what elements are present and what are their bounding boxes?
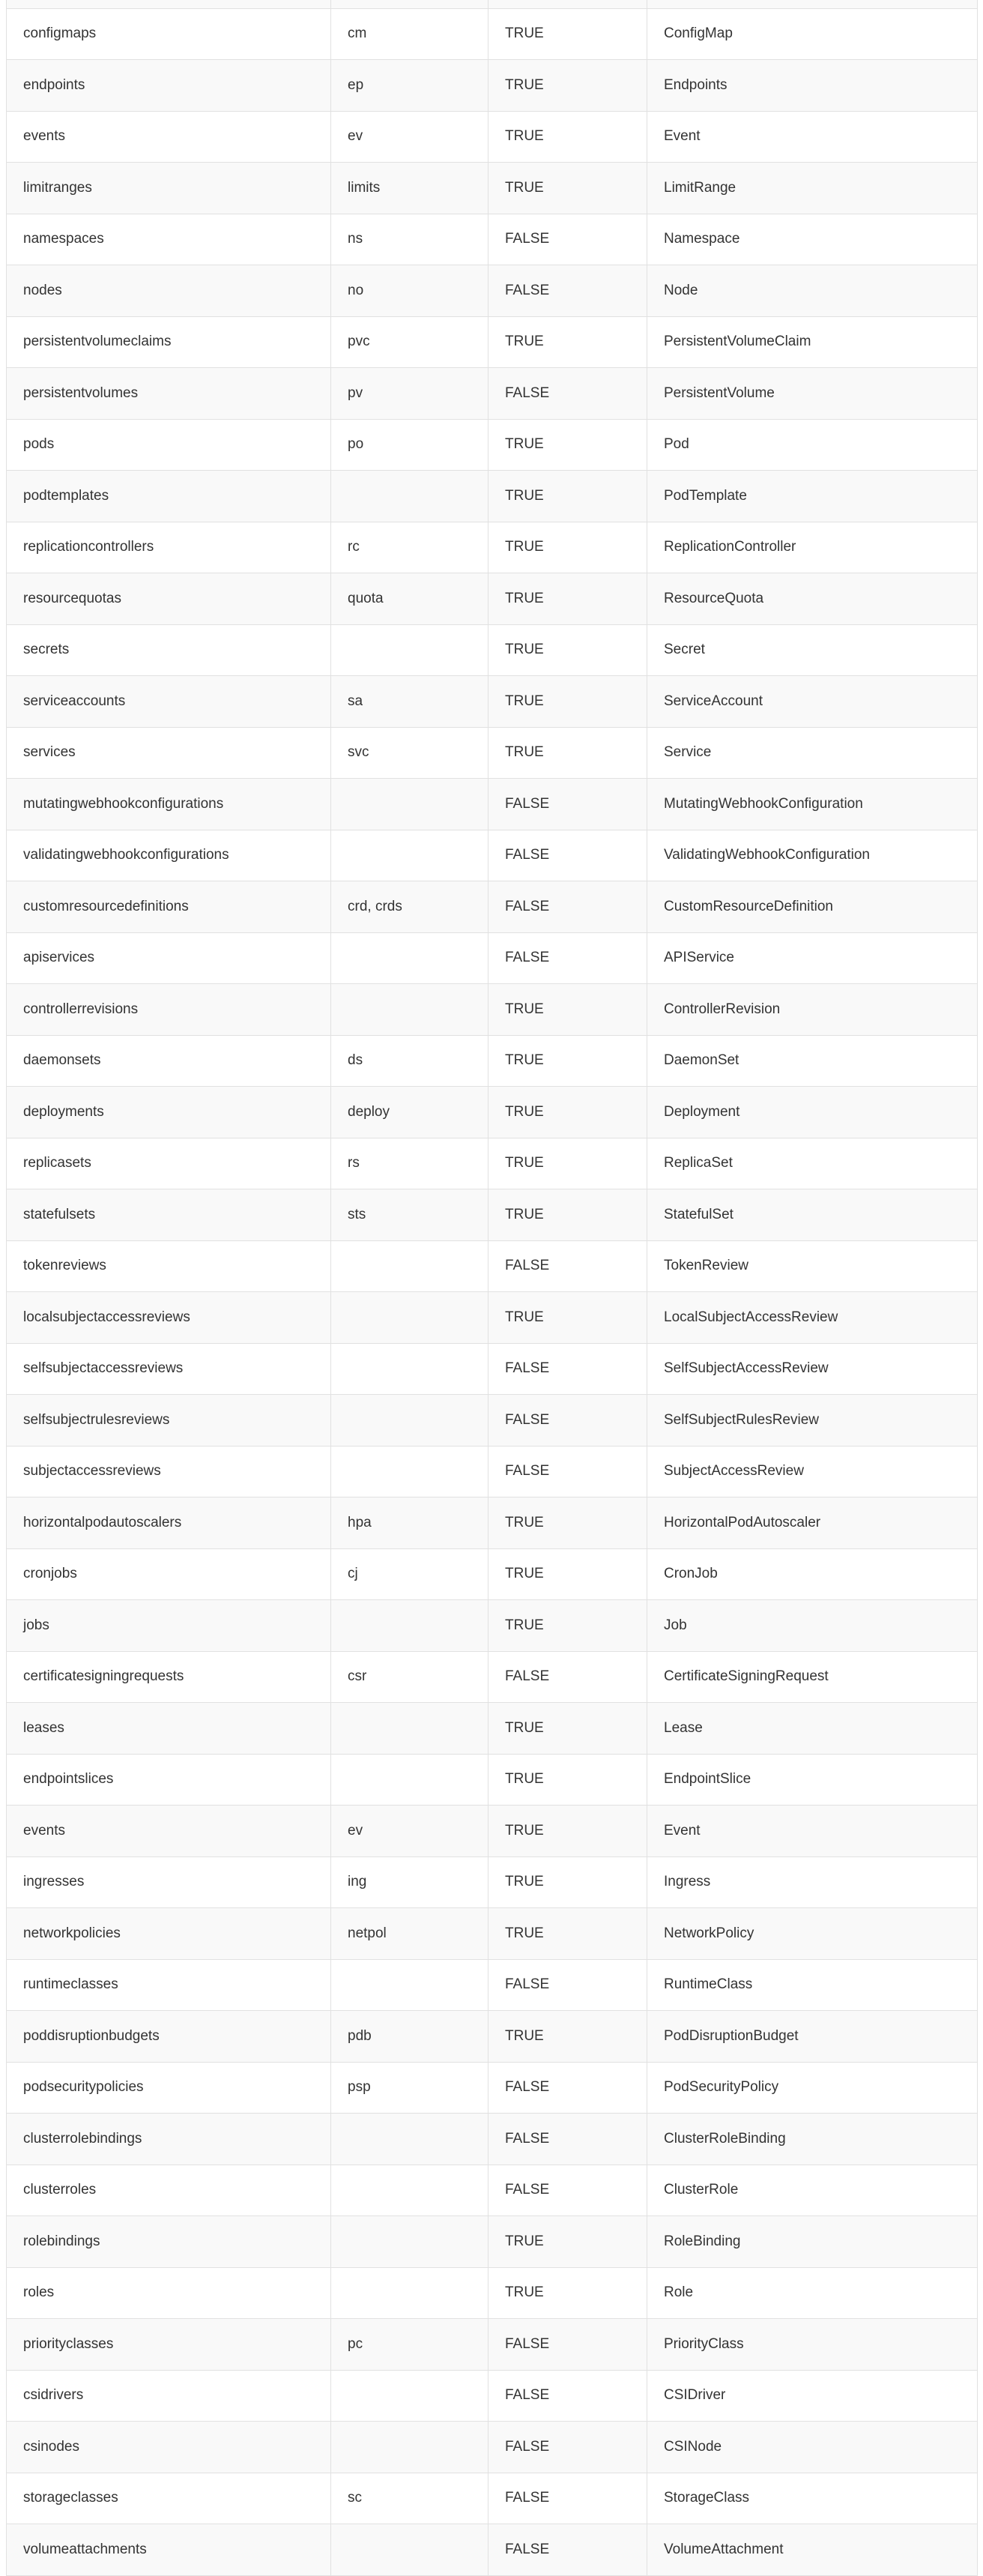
namespaced-cell: TRUE <box>489 316 647 368</box>
shortnames-cell: ep <box>331 60 489 112</box>
shortnames-cell: psp <box>331 2062 489 2114</box>
shortnames-cell: pdb <box>331 2011 489 2063</box>
kind-cell: StatefulSet <box>647 1189 978 1241</box>
table-row <box>7 624 978 676</box>
table-row <box>7 1856 978 1908</box>
table-row <box>7 2524 978 2576</box>
namespaced-cell: TRUE <box>489 1087 647 1138</box>
table-row <box>7 2267 978 2319</box>
shortnames-cell <box>331 2524 489 2576</box>
namespaced-cell: TRUE <box>489 2216 647 2268</box>
table-row <box>7 1087 978 1138</box>
shortnames-cell <box>331 1343 489 1395</box>
kind-cell: SubjectAccessReview <box>647 1446 978 1497</box>
kind-cell: ResourceQuota <box>647 573 978 625</box>
shortnames-cell: deploy <box>331 1087 489 1138</box>
table-row <box>7 1754 978 1806</box>
namespaced-cell: TRUE <box>489 727 647 779</box>
table-row <box>7 1497 978 1549</box>
table-row <box>7 2011 978 2063</box>
table-row <box>7 830 978 881</box>
resource-name-cell: endpointslices <box>7 1754 331 1806</box>
kind-cell: Lease <box>647 1703 978 1755</box>
shortnames-cell: limits <box>331 163 489 214</box>
resource-name-cell: clusterroles <box>7 2165 331 2216</box>
shortnames-cell: ev <box>331 1806 489 1857</box>
table-row <box>7 1395 978 1447</box>
kind-cell: HorizontalPodAutoscaler <box>647 1497 978 1549</box>
resource-name-cell: persistentvolumeclaims <box>7 316 331 368</box>
resource-name-cell: podtemplates <box>7 471 331 522</box>
kind-cell: Event <box>647 111 978 163</box>
shortnames-cell <box>331 471 489 522</box>
kind-cell: Namespace <box>647 214 978 265</box>
table-row <box>7 1908 978 1960</box>
kind-cell: StorageClass <box>647 2473 978 2524</box>
kind-cell: CertificateSigningRequest <box>647 1651 978 1703</box>
namespaced-cell: FALSE <box>489 779 647 830</box>
resource-name-cell: persistentvolumes <box>7 368 331 420</box>
table-row <box>7 1703 978 1755</box>
namespaced-cell: FALSE <box>489 2370 647 2422</box>
kind-cell: ServiceAccount <box>647 676 978 728</box>
resource-name-cell: podsecuritypolicies <box>7 2062 331 2114</box>
resource-name-cell: leases <box>7 1703 331 1755</box>
namespaced-cell: TRUE <box>489 1138 647 1189</box>
kind-cell: NetworkPolicy <box>647 1908 978 1960</box>
kind-cell: RoleBinding <box>647 2216 978 2268</box>
namespaced-cell: FALSE <box>489 2165 647 2216</box>
kind-cell: PriorityClass <box>647 2319 978 2371</box>
shortnames-cell <box>331 0 489 8</box>
kind-cell: PersistentVolumeClaim <box>647 316 978 368</box>
namespaced-cell: FALSE <box>489 1343 647 1395</box>
kind-cell: Event <box>647 1806 978 1857</box>
namespaced-cell: FALSE <box>489 2062 647 2114</box>
table-row <box>7 214 978 265</box>
shortnames-cell <box>331 1600 489 1652</box>
namespaced-cell: TRUE <box>489 676 647 728</box>
resource-name-cell: clusterrolebindings <box>7 2114 331 2165</box>
resource-name-cell: namespaces <box>7 214 331 265</box>
kind-cell: Secret <box>647 624 978 676</box>
shortnames-cell <box>331 624 489 676</box>
shortnames-cell <box>331 1703 489 1755</box>
table-row <box>7 2422 978 2473</box>
table-row <box>7 316 978 368</box>
table-row <box>7 1651 978 1703</box>
shortnames-cell: pc <box>331 2319 489 2371</box>
resource-name-cell: replicasets <box>7 1138 331 1189</box>
shortnames-cell <box>331 984 489 1036</box>
kind-cell: LimitRange <box>647 163 978 214</box>
kind-cell: PodDisruptionBudget <box>647 2011 978 2063</box>
table-row <box>7 1035 978 1087</box>
shortnames-cell: csr <box>331 1651 489 1703</box>
api-resources-table <box>6 0 978 2576</box>
kind-cell: TokenReview <box>647 1240 978 1292</box>
table-row <box>7 368 978 420</box>
shortnames-cell: po <box>331 419 489 471</box>
table-row <box>7 984 978 1036</box>
kind-cell: ConfigMap <box>647 8 978 60</box>
shortnames-cell: cj <box>331 1548 489 1600</box>
kind-cell: ValidatingWebhookConfiguration <box>647 830 978 881</box>
resource-name-cell: apiservices <box>7 932 331 984</box>
namespaced-cell: TRUE <box>489 1292 647 1344</box>
kind-cell: DaemonSet <box>647 1035 978 1087</box>
table-row <box>7 1548 978 1600</box>
namespaced-cell: TRUE <box>489 2011 647 2063</box>
kind-cell: PersistentVolume <box>647 368 978 420</box>
namespaced-cell: FALSE <box>489 1395 647 1447</box>
namespaced-cell: FALSE <box>489 2473 647 2524</box>
kind-cell: SelfSubjectAccessReview <box>647 1343 978 1395</box>
table-row <box>7 163 978 214</box>
namespaced-cell: TRUE <box>489 1754 647 1806</box>
shortnames-cell: ds <box>331 1035 489 1087</box>
kind-cell: EndpointSlice <box>647 1754 978 1806</box>
table-row <box>7 419 978 471</box>
table-row <box>7 2370 978 2422</box>
resource-name-cell <box>7 0 331 8</box>
namespaced-cell: TRUE <box>489 984 647 1036</box>
shortnames-cell <box>331 932 489 984</box>
shortnames-cell <box>331 1959 489 2011</box>
namespaced-cell <box>489 0 647 8</box>
namespaced-cell: FALSE <box>489 2114 647 2165</box>
namespaced-cell: FALSE <box>489 2524 647 2576</box>
shortnames-cell: crd, crds <box>331 881 489 933</box>
resource-name-cell: roles <box>7 2267 331 2319</box>
namespaced-cell: FALSE <box>489 2319 647 2371</box>
resource-name-cell: csidrivers <box>7 2370 331 2422</box>
kind-cell: LocalSubjectAccessReview <box>647 1292 978 1344</box>
shortnames-cell <box>331 2267 489 2319</box>
resource-name-cell: replicationcontrollers <box>7 522 331 573</box>
resource-name-cell: certificatesigningrequests <box>7 1651 331 1703</box>
kind-cell: ReplicationController <box>647 522 978 573</box>
shortnames-cell: pv <box>331 368 489 420</box>
table-row <box>7 727 978 779</box>
shortnames-cell <box>331 1446 489 1497</box>
resource-name-cell: tokenreviews <box>7 1240 331 1292</box>
kind-cell: Role <box>647 2267 978 2319</box>
kind-cell: CronJob <box>647 1548 978 1600</box>
resource-name-cell: statefulsets <box>7 1189 331 1241</box>
namespaced-cell: TRUE <box>489 8 647 60</box>
kind-cell: CSIDriver <box>647 2370 978 2422</box>
namespaced-cell: TRUE <box>489 419 647 471</box>
kind-cell: Node <box>647 265 978 317</box>
table-row <box>7 111 978 163</box>
shortnames-cell <box>331 1395 489 1447</box>
resource-name-cell: poddisruptionbudgets <box>7 2011 331 2063</box>
shortnames-cell: sc <box>331 2473 489 2524</box>
shortnames-cell: sa <box>331 676 489 728</box>
table-row <box>7 1600 978 1652</box>
shortnames-cell <box>331 1240 489 1292</box>
namespaced-cell: TRUE <box>489 1600 647 1652</box>
resource-name-cell: selfsubjectaccessreviews <box>7 1343 331 1395</box>
resource-name-cell: networkpolicies <box>7 1908 331 1960</box>
resource-name-cell: runtimeclasses <box>7 1959 331 2011</box>
shortnames-cell: netpol <box>331 1908 489 1960</box>
shortnames-cell: svc <box>331 727 489 779</box>
table-row <box>7 60 978 112</box>
table-row <box>7 2473 978 2524</box>
table-body <box>7 0 978 2575</box>
resource-name-cell: configmaps <box>7 8 331 60</box>
shortnames-cell <box>331 1754 489 1806</box>
kind-cell: SelfSubjectRulesReview <box>647 1395 978 1447</box>
table-row <box>7 932 978 984</box>
shortnames-cell: hpa <box>331 1497 489 1549</box>
table-row <box>7 1138 978 1189</box>
shortnames-cell: pvc <box>331 316 489 368</box>
table-row <box>7 1189 978 1241</box>
namespaced-cell: FALSE <box>489 265 647 317</box>
table-row <box>7 2165 978 2216</box>
table-row <box>7 573 978 625</box>
namespaced-cell: FALSE <box>489 1651 647 1703</box>
resource-name-cell: resourcequotas <box>7 573 331 625</box>
resource-name-cell: validatingwebhookconfigurations <box>7 830 331 881</box>
namespaced-cell: TRUE <box>489 2267 647 2319</box>
resource-name-cell: localsubjectaccessreviews <box>7 1292 331 1344</box>
table-row <box>7 881 978 933</box>
namespaced-cell: TRUE <box>489 1189 647 1241</box>
namespaced-cell: TRUE <box>489 163 647 214</box>
shortnames-cell: rc <box>331 522 489 573</box>
table-row <box>7 2114 978 2165</box>
resource-name-cell: secrets <box>7 624 331 676</box>
kind-cell: Service <box>647 727 978 779</box>
shortnames-cell <box>331 2422 489 2473</box>
table-row <box>7 522 978 573</box>
kind-cell: Pod <box>647 419 978 471</box>
namespaced-cell: TRUE <box>489 1035 647 1087</box>
kind-cell: Deployment <box>647 1087 978 1138</box>
table-row <box>7 1292 978 1344</box>
namespaced-cell: TRUE <box>489 471 647 522</box>
shortnames-cell: cm <box>331 8 489 60</box>
resource-name-cell: endpoints <box>7 60 331 112</box>
shortnames-cell: sts <box>331 1189 489 1241</box>
kind-cell: CustomResourceDefinition <box>647 881 978 933</box>
kind-cell: CSINode <box>647 2422 978 2473</box>
kind-cell: APIService <box>647 932 978 984</box>
resource-name-cell: nodes <box>7 265 331 317</box>
resource-name-cell: services <box>7 727 331 779</box>
table-row <box>7 471 978 522</box>
namespaced-cell: FALSE <box>489 214 647 265</box>
table-row <box>7 1446 978 1497</box>
table-row <box>7 1959 978 2011</box>
namespaced-cell: FALSE <box>489 932 647 984</box>
kind-cell: RuntimeClass <box>647 1959 978 2011</box>
namespaced-cell: TRUE <box>489 573 647 625</box>
resource-name-cell: events <box>7 1806 331 1857</box>
resource-name-cell: jobs <box>7 1600 331 1652</box>
resource-name-cell: events <box>7 111 331 163</box>
namespaced-cell: TRUE <box>489 1806 647 1857</box>
table-row <box>7 2062 978 2114</box>
resource-name-cell: selfsubjectrulesreviews <box>7 1395 331 1447</box>
namespaced-cell: TRUE <box>489 522 647 573</box>
resource-name-cell: mutatingwebhookconfigurations <box>7 779 331 830</box>
namespaced-cell: TRUE <box>489 624 647 676</box>
shortnames-cell <box>331 830 489 881</box>
resource-name-cell: volumeattachments <box>7 2524 331 2576</box>
resource-name-cell: cronjobs <box>7 1548 331 1600</box>
kind-cell: ClusterRole <box>647 2165 978 2216</box>
table-row <box>7 2216 978 2268</box>
shortnames-cell <box>331 2216 489 2268</box>
resource-name-cell: priorityclasses <box>7 2319 331 2371</box>
namespaced-cell: TRUE <box>489 1856 647 1908</box>
shortnames-cell <box>331 2370 489 2422</box>
resource-name-cell: storageclasses <box>7 2473 331 2524</box>
kind-cell: Job <box>647 1600 978 1652</box>
namespaced-cell: FALSE <box>489 830 647 881</box>
table-row <box>7 779 978 830</box>
shortnames-cell <box>331 779 489 830</box>
resource-name-cell: daemonsets <box>7 1035 331 1087</box>
table-row <box>7 1240 978 1292</box>
table-row <box>7 0 978 8</box>
namespaced-cell: TRUE <box>489 1908 647 1960</box>
kind-cell: ControllerRevision <box>647 984 978 1036</box>
resource-name-cell: controllerrevisions <box>7 984 331 1036</box>
resource-name-cell: serviceaccounts <box>7 676 331 728</box>
kind-cell: PodSecurityPolicy <box>647 2062 978 2114</box>
resource-name-cell: horizontalpodautoscalers <box>7 1497 331 1549</box>
namespaced-cell: FALSE <box>489 881 647 933</box>
kind-cell: MutatingWebhookConfiguration <box>647 779 978 830</box>
namespaced-cell: TRUE <box>489 1497 647 1549</box>
resource-name-cell: ingresses <box>7 1856 331 1908</box>
namespaced-cell: TRUE <box>489 111 647 163</box>
shortnames-cell <box>331 2114 489 2165</box>
resource-name-cell: rolebindings <box>7 2216 331 2268</box>
table-row <box>7 676 978 728</box>
namespaced-cell: FALSE <box>489 2422 647 2473</box>
resource-name-cell: deployments <box>7 1087 331 1138</box>
shortnames-cell <box>331 2165 489 2216</box>
kind-cell: VolumeAttachment <box>647 2524 978 2576</box>
table-row <box>7 1343 978 1395</box>
resource-name-cell: pods <box>7 419 331 471</box>
resource-table-container <box>6 0 977 2576</box>
shortnames-cell <box>331 1292 489 1344</box>
table-row <box>7 2319 978 2371</box>
shortnames-cell: ev <box>331 111 489 163</box>
shortnames-cell: quota <box>331 573 489 625</box>
kind-cell: PodTemplate <box>647 471 978 522</box>
kind-cell: Ingress <box>647 1856 978 1908</box>
namespaced-cell: FALSE <box>489 1959 647 2011</box>
namespaced-cell: FALSE <box>489 1446 647 1497</box>
namespaced-cell: FALSE <box>489 368 647 420</box>
namespaced-cell: TRUE <box>489 1548 647 1600</box>
kind-cell: Endpoints <box>647 60 978 112</box>
kind-cell: ClusterRoleBinding <box>647 2114 978 2165</box>
kind-cell <box>647 0 978 8</box>
table-row <box>7 265 978 317</box>
kind-cell: ReplicaSet <box>647 1138 978 1189</box>
shortnames-cell: ing <box>331 1856 489 1908</box>
namespaced-cell: FALSE <box>489 1240 647 1292</box>
table-row <box>7 8 978 60</box>
resource-name-cell: customresourcedefinitions <box>7 881 331 933</box>
namespaced-cell: TRUE <box>489 60 647 112</box>
shortnames-cell: ns <box>331 214 489 265</box>
table-row <box>7 1806 978 1857</box>
resource-name-cell: csinodes <box>7 2422 331 2473</box>
resource-name-cell: subjectaccessreviews <box>7 1446 331 1497</box>
namespaced-cell: TRUE <box>489 1703 647 1755</box>
shortnames-cell: rs <box>331 1138 489 1189</box>
resource-name-cell: limitranges <box>7 163 331 214</box>
shortnames-cell: no <box>331 265 489 317</box>
